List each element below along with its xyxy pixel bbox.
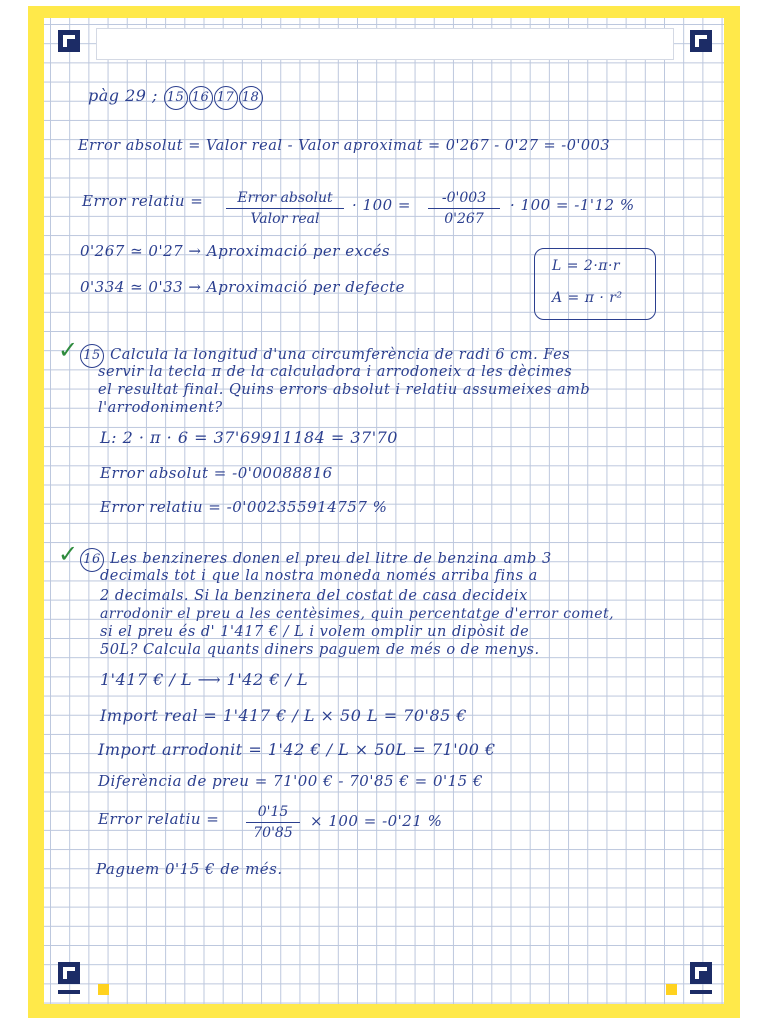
rel-error-fraction-2 bbox=[428, 190, 500, 227]
statement-text: Calcula la longitud d'una circumferència de radi 6 cm. Fes bbox=[110, 347, 571, 363]
exercise-circle: 16 bbox=[189, 86, 213, 110]
ex16-rel-error-fraction bbox=[246, 804, 300, 841]
ex16-statement-line-6: 50L? Calcula quants diners paguem de més o de menys. bbox=[100, 642, 540, 658]
ex16-conclusion: Paguem 0'15 € de més. bbox=[96, 860, 283, 878]
ex16-rel-error-label: Error relatiu = bbox=[98, 810, 220, 828]
header-band bbox=[96, 28, 674, 60]
fraction-bar bbox=[246, 822, 300, 823]
formula-area: A = π · r² bbox=[552, 290, 623, 306]
approx-excess: 0'267 ≃ 0'27 → Aproximació per excés bbox=[80, 242, 391, 260]
ex16-statement-line-2: decimals tot i que la nostra moneda només arriba fins a bbox=[100, 568, 538, 584]
ex16-statement-line-4: arrodonir el preu a les centèsimes, quin percentatge d'error comet, bbox=[100, 606, 615, 622]
rel-error-fraction-1 bbox=[226, 190, 344, 227]
exercise-circle: 15 bbox=[164, 86, 188, 110]
approx-defect: 0'334 ≃ 0'33 → Aproximació per defecte bbox=[80, 278, 405, 296]
ex15-statement-line-2: servir la tecla π de la calculadora i arrodoneix a les dècimes bbox=[98, 364, 573, 380]
ex15-length-calc: L: 2 · π · 6 = 37'69911184 = 37'70 bbox=[100, 428, 398, 447]
rel-error-label: Error relatiu = bbox=[82, 192, 204, 210]
corner-marker-top-right bbox=[690, 30, 712, 52]
page-reference bbox=[88, 86, 264, 110]
fraction-numerator: -0'003 bbox=[441, 190, 487, 206]
ex16-price-difference: Diferència de preu = 71'00 € - 70'85 € = 0'15 € bbox=[98, 772, 484, 790]
exercise-number-circle: 16 bbox=[80, 548, 104, 572]
yellow-square-left bbox=[98, 984, 109, 995]
formula-length: L = 2·π·r bbox=[552, 258, 621, 274]
statement-text: Les benzineres donen el preu del litre de benzina amb 3 bbox=[110, 551, 552, 567]
check-icon: ✓ bbox=[58, 336, 79, 364]
bottom-bar-left bbox=[58, 990, 80, 994]
ex16-statement-line-5: si el preu és d' 1'417 € / L i volem omplir un dipòsit de bbox=[100, 624, 530, 640]
fraction-denominator: 70'85 bbox=[253, 825, 293, 841]
ex15-rel-error: Error relatiu = -0'002355914757 % bbox=[100, 498, 388, 516]
ex15-abs-error: Error absolut = -0'00088816 bbox=[100, 464, 333, 482]
corner-marker-bottom-right bbox=[690, 962, 712, 984]
yellow-square-right bbox=[666, 984, 677, 995]
abs-error-definition: Error absolut = Valor real - Valor aproximat = 0'267 - 0'27 = -0'003 bbox=[78, 138, 611, 154]
fraction-numerator: 0'15 bbox=[257, 804, 289, 820]
rel-error-result: · 100 = -1'12 % bbox=[510, 196, 635, 214]
ex15-statement-line-4: l'arrodoniment? bbox=[98, 400, 223, 416]
exercise-circle: 18 bbox=[239, 86, 263, 110]
corner-marker-bottom-left bbox=[58, 962, 80, 984]
rel-error-mid: · 100 = bbox=[352, 196, 412, 214]
fraction-denominator: Valor real bbox=[250, 211, 320, 227]
ex16-price-rounding: 1'417 € / L ⟶ 1'42 € / L bbox=[100, 670, 309, 689]
fraction-bar bbox=[226, 208, 344, 209]
ex16-statement-line-3: 2 decimals. Si la benzinera del costat de casa decideix bbox=[100, 588, 528, 604]
corner-marker-top-left bbox=[58, 30, 80, 52]
ex16-import-real: Import real = 1'417 € / L × 50 L = 70'85 € bbox=[100, 706, 468, 725]
check-icon: ✓ bbox=[58, 540, 79, 568]
exercise-number-circle: 15 bbox=[80, 344, 104, 368]
exercise-circle: 17 bbox=[214, 86, 238, 110]
fraction-denominator: 0'267 bbox=[444, 211, 484, 227]
page-label: pàg 29 ; bbox=[88, 86, 158, 105]
ex15-statement-line-3: el resultat final. Quins errors absolut i relatiu assumeixes amb bbox=[98, 382, 591, 398]
ex16-rel-error-result: × 100 = -0'21 % bbox=[310, 812, 443, 830]
fraction-bar bbox=[428, 208, 500, 209]
ex16-import-rounded: Import arrodonit = 1'42 € / L × 50L = 71'00 € bbox=[98, 740, 496, 759]
fraction-numerator: Error absolut bbox=[237, 190, 333, 206]
bottom-bar-right bbox=[690, 990, 712, 994]
